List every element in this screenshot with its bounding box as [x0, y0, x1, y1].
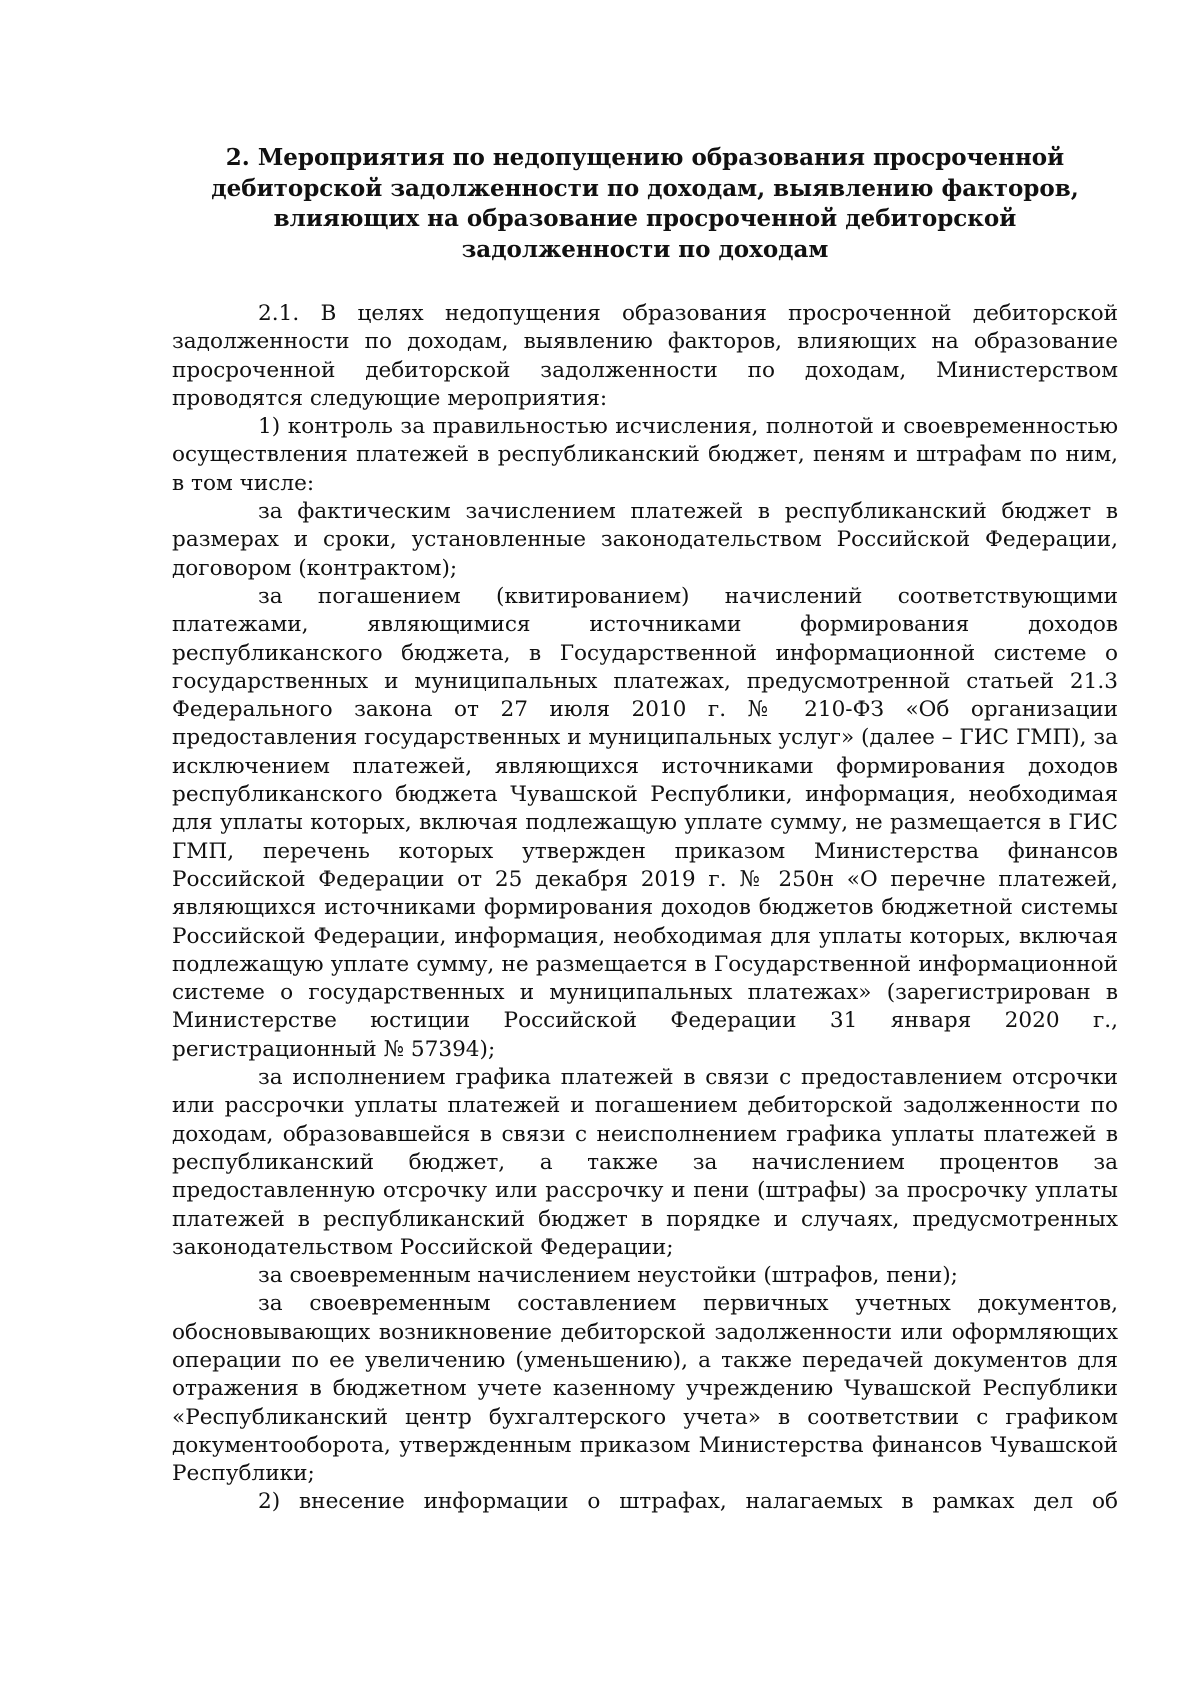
heading-line: 2. Мероприятия по недопущению образования просроченной: [225, 144, 1065, 171]
heading-line: влияющих на образование просроченной дебиторской: [273, 205, 1017, 232]
paragraph-item-1: 1) контроль за правильностью исчисления, полнотой и своевременностью осуществления платежей в республиканский бюджет, пеням и штрафам по ним, в том числе:: [172, 414, 1118, 496]
paragraph-2-1: 2.1. В целях недопущения образования просроченной дебиторской задолженности по доходам, выявлению факторов, влияющих на образование просроченной дебиторской задолженности по доходам, Министерством проводятся следующие мероприятия:: [172, 301, 1118, 411]
paragraph-penalty-accrual: за своевременным начислением неустойки (штрафов, пени);: [258, 1263, 958, 1289]
heading-line: задолженности по доходам: [461, 235, 829, 263]
section-heading: [172, 143, 1118, 265]
paragraph-quittance: за погашением (квитированием) начислений соответствующими платежами, являющимися источниками формирования доходов республиканского бюджета, в Государственной информационной системе о государственных и муниципальных платежах, предусмотренной статьей 21.3 Федерального закона от 27 июля 2010 г. № 210-ФЗ «Об организации предоставления государственных и муниципальных услуг» (далее – ГИС ГМП), за исключением платежей, являющихся источниками формирования доходов республиканского бюджета Чувашской Республики, информация, необходимая для уплаты которых, включая подлежащую уплате сумму, не размещается в ГИС ГМП, перечень которых утвержден приказом Министерства финансов Российской Федерации от 25 декабря 2019 г. № 250н «О перечне платежей, являющихся источниками формирования доходов бюджетов бюджетной системы Российской Федерации, информация, необходимая для уплаты которых, включая подлежащую уплате сумму, не размещается в Государственной информационной системе о государственных и муниципальных платежах» (зарегистрирован в Министерстве юстиции Российской Федерации 31 января 2020 г., регистрационный № 57394);: [172, 583, 1118, 1062]
paragraph-item-2: 2) внесение информации о штрафах, налагаемых в рамках дел об: [258, 1489, 1118, 1515]
document-body: [172, 300, 1118, 1517]
paragraph-actual-crediting: за фактическим зачислением платежей в республиканский бюджет в размерах и сроки, установленные законодательством Российской Федерации, договором (контрактом);: [172, 499, 1118, 581]
paragraph-primary-documents: за своевременным составлением первичных учетных документов, обосновывающих возникновение дебиторской задолженности или оформляющих операции по ее увеличению (уменьшению), а также передачей документов для отражения в бюджетном учете казенному учреждению Чувашской Республики «Республиканский центр бухгалтерского учета» в соответствии с графиком документооборота, утвержденным приказом Министерства финансов Чувашской Республики;: [172, 1291, 1118, 1487]
heading-line: дебиторской задолженности по доходам, выявлению факторов,: [211, 174, 1079, 202]
paragraph-payment-schedule: за исполнением графика платежей в связи с предоставлением отсрочки или рассрочки уплаты платежей и погашением дебиторской задолженности по доходам, образовавшейся в связи с неисполнением графика уплаты платежей в республиканский бюджет, а также за начислением процентов за предоставленную отсрочку или рассрочку и пени (штрафы) за просрочку уплаты платежей в республиканский бюджет в порядке и случаях, предусмотренных законодательством Российской Федерации;: [172, 1065, 1118, 1260]
